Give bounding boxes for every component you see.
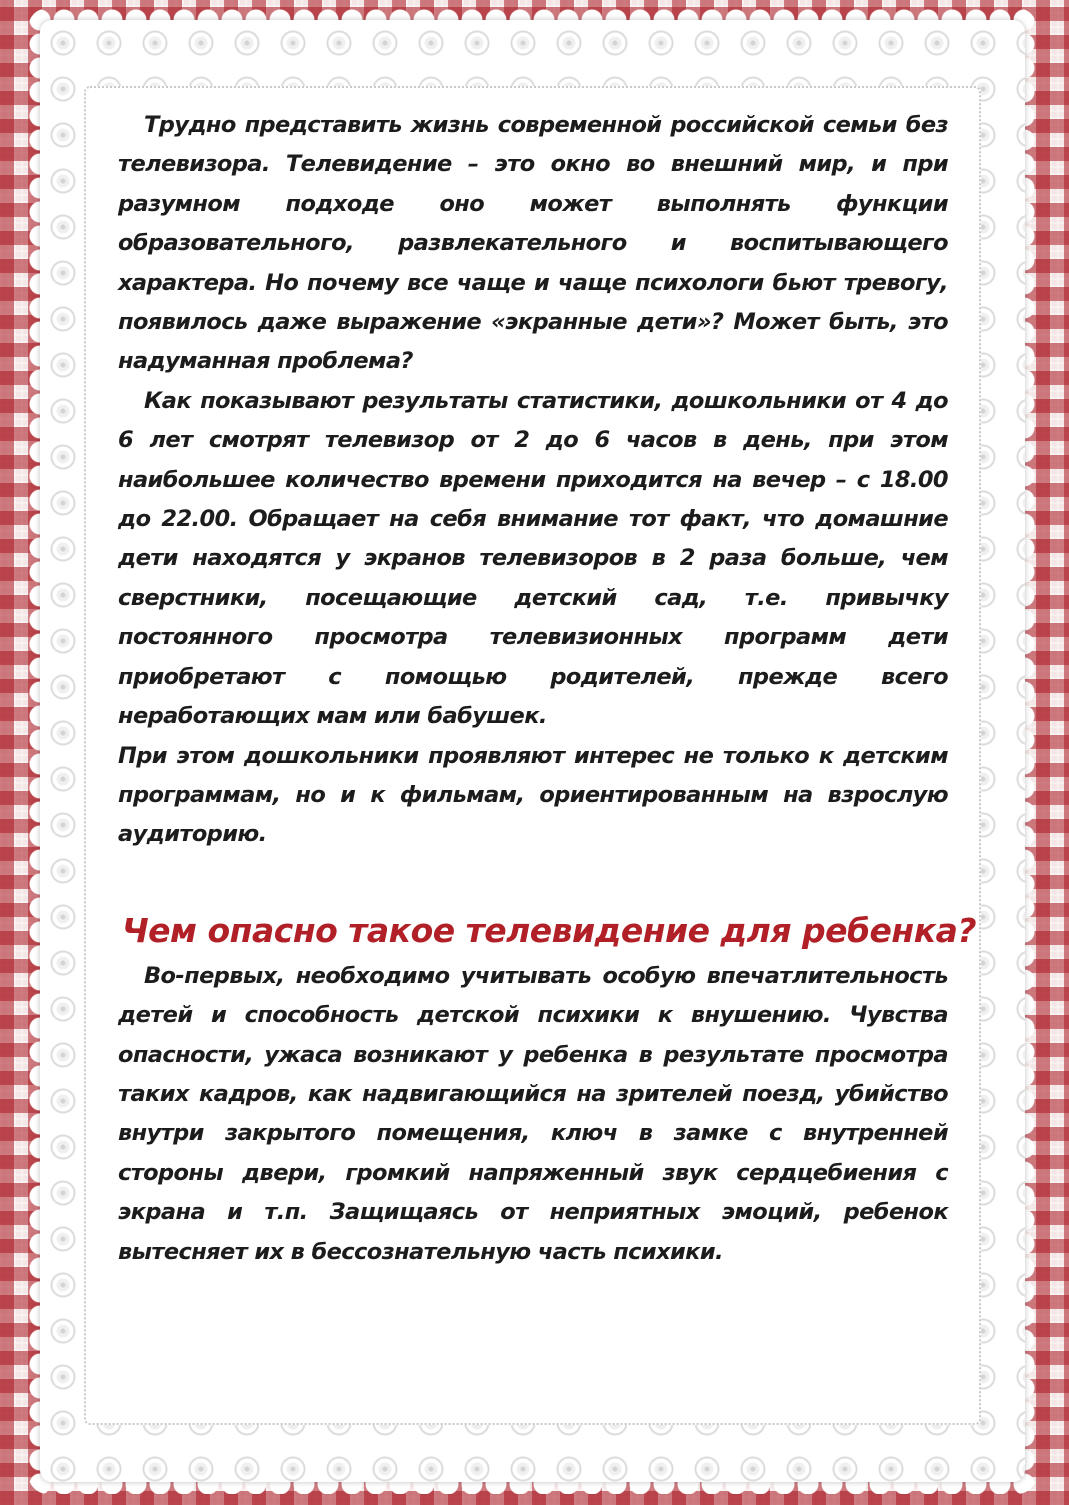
paragraph-adult-audience: При этом дошкольники проявляют интерес не только к детским программам, но и к фильмам, ориентированным на взрослую аудиторию. [118,742,948,848]
paragraph-intro: Трудно представить жизнь современной российской семьи без телевизора. Телевидение – это окно во внешний мир, и при разумном подходе оно может выполнять функции образовательного, развлекательного и воспитывающего характера. Но почему все чаще и чаще психологи бьют тревогу, появилось даже выражение «экранные дети»? Может быть, это надуманная проблема? [118,112,948,375]
paragraph-statistics: Как показывают результаты статистики, дошкольники от 4 до 6 лет смотрят телевизор от 2 до 6 часов в день, при этом наибольшее количество времени приходится на вечер – с 18.00 до 22.00. Обращает на себя внимание тот факт, что домашние дети находятся у экранов телевизоров в 2 раза больше, чем сверстники, посещающие детский сад, т.е. привычку постоянного просмотра телевизионных программ дети приобретают с помощью родителей, прежде всего неработающих мам или бабушек. [118,387,948,730]
paragraph-danger: Во-первых, необходимо учитывать особую впечатлительность детей и способность детской психики к внушению. Чувства опасности, ужаса возникают у ребенка в результате просмотра таких кадров, как надвигающийся на зрителей поезд, убийство внутри закрытого помещения, ключ в замке с внутренней стороны двери, громкий напряженный звук сердцебиения с экрана и т.п. Защищаясь от неприятных эмоций, ребенок вытесняет их в бессознательную часть психики. [118,962,948,1265]
section-heading: Чем опасно такое телевидение для ребенка? [122,910,977,950]
article-body [118,106,977,1272]
